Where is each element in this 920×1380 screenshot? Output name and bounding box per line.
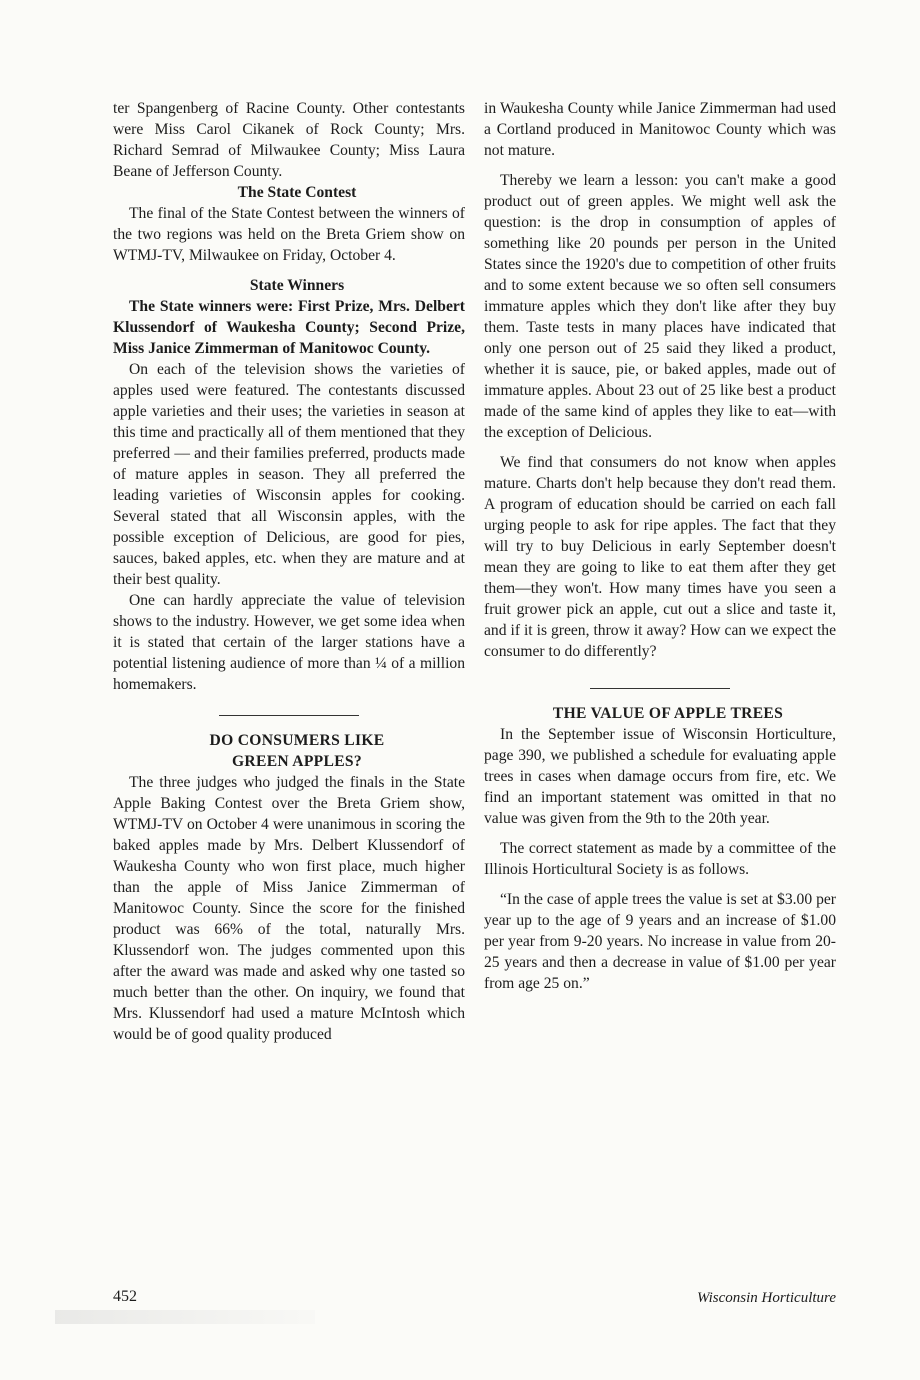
subheading-state-contest: The State Contest bbox=[237, 184, 357, 201]
article-paragraph: One can hardly appreciate the value of television shows to the industry. However, we get some idea when it is stated that certain of the larger stations have a potential listening audience of more than ¼ of a million homemakers. bbox=[113, 592, 465, 693]
article-paragraph: Thereby we learn a lesson: you can't make a good product out of green apples. We might well ask the question: is the drop in consumption of apples of something like 20 pounds per person in the United States since the 1920's due to competition of other fruits and to some extent because we so often sell consumers immature apples which they don't like after they buy them. Taste tests in many places have indicated that only one person out of 25 said they liked a product, whether it is sauce, pie, or baked apples, made out of immature apples. About 23 out of 25 like best a product made of the same kind of apples they like to eat—with the exception of Delicious. bbox=[484, 172, 836, 441]
left-column bbox=[113, 98, 465, 1045]
section-divider bbox=[590, 688, 730, 689]
article-paragraph: In the September issue of Wisconsin Horticulture, page 390, we published a schedule for evaluating apple trees in cases when damage occurs from fire, etc. We find an important statement was omitted in that no value was given from the 9th to the 20th year. bbox=[484, 726, 836, 827]
article-paragraph: in Waukesha County while Janice Zimmerman had used a Cortland produced in Manitowoc County which was not mature. bbox=[484, 100, 836, 159]
page-number: 452 bbox=[113, 1288, 137, 1305]
article-paragraph: On each of the television shows the varieties of apples used were featured. The contestants discussed apple varieties and their uses; the varieties in season at this time and practically all of them mentioned that they preferred — and their families preferred, products made of mature apples in season. They all preferred the leading varieties of Wisconsin apples for cooking. Several stated that all Wisconsin apples, with the possible exception of Delicious, are good for pies, sauces, baked apples, etc. when they are mature and at their best quality. bbox=[113, 361, 465, 588]
article-paragraph: The three judges who judged the finals in the State Apple Baking Contest over the Breta Griem show, WTMJ-TV on October 4 were unanimous in scoring the baked apples made by Mrs. Delbert Klussendorf of Waukesha County who won first place, much higher than the apple of Miss Janice Zimmerman of Manitowoc County. Since the score for the finished product was 66% of the total, naturally Mrs. Klussendorf won. The judges commented upon this after the award was made and asked why one tasted so much better than the other. On inquiry, we found that Mrs. Klussendorf had used a mature McIntosh which would be of good quality produced bbox=[113, 774, 465, 1043]
magazine-title: Wisconsin Horticulture bbox=[696, 1290, 836, 1306]
headline-green-apples-line1: DO CONSUMERS LIKE bbox=[209, 732, 385, 749]
right-column bbox=[484, 98, 836, 994]
headline-green-apples-line2: GREEN APPLES? bbox=[232, 753, 362, 770]
article-paragraph: ter Spangenberg of Racine County. Other contestants were Miss Carol Cikanek of Rock County; Mrs. Richard Semrad of Milwaukee County; Miss Laura Beane of Jefferson County. bbox=[113, 100, 465, 180]
subheading-state-winners: State Winners bbox=[249, 277, 345, 294]
article-paragraph: The correct statement as made by a committee of the Illinois Horticultural Society is as follows. bbox=[484, 840, 836, 878]
section-divider bbox=[219, 715, 359, 716]
headline-value-of-apple-trees: THE VALUE OF APPLE TREES bbox=[552, 705, 784, 722]
quotation-paragraph: “In the case of apple trees the value is set at $3.00 per year up to the age of 9 years and an increase of $1.00 per year from 9-20 years. No increase in value from 20-25 years and then a decrease in value of $1.00 per year from age 25 on.” bbox=[484, 891, 836, 992]
scan-smudge bbox=[55, 1310, 315, 1324]
article-paragraph: We find that consumers do not know when apples mature. Charts don't help because they don't read them. A program of education should be carried on each fall urging people to ask for ripe apples. The fact that they will try to buy Delicious in early September doesn't mean they are going to like to eat them after they get them—they won't. How many times have you seen a fruit grower pick an apple, cut out a slice and taste it, and if it is green, throw it away? How can we expect the consumer to do differently? bbox=[484, 454, 836, 660]
article-paragraph: The final of the State Contest between the winners of the two regions was held on the Breta Griem show on WTMJ-TV, Milwaukee on Friday, October 4. bbox=[113, 205, 465, 264]
winners-paragraph: The State winners were: First Prize, Mrs. Delbert Klussendorf of Waukesha County; Second Prize, Miss Janice Zimmerman of Manitowoc County. bbox=[113, 298, 465, 357]
